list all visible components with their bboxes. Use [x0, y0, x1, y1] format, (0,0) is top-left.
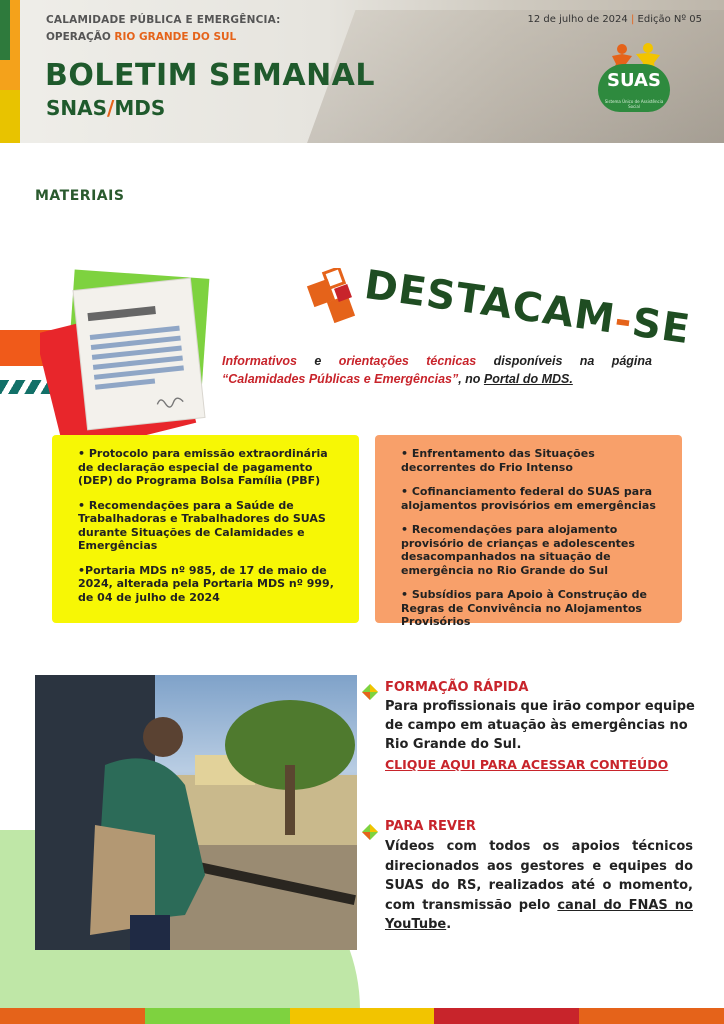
diamond-bullet-icon: [362, 824, 378, 840]
dateline-separator: |: [630, 14, 635, 25]
footer-color-strip: [0, 1008, 724, 1024]
subtitle-separator: /: [107, 96, 115, 120]
kicker-line-1: CALAMIDADE PÚBLICA E EMERGÊNCIA:: [46, 14, 281, 26]
intro-orientacoes: orientações técnicas: [338, 354, 477, 368]
page-subtitle: [46, 96, 165, 120]
intro-disponiveis: disponíveis na página: [476, 354, 652, 368]
se-word: SE: [629, 299, 694, 354]
edition-number: Edição Nº 05: [637, 14, 702, 25]
para-rever-title: PARA REVER: [385, 819, 476, 834]
material-item[interactable]: • Protocolo para emissão extraordinária de declaração especial de pagamento (DEP) do Programa Bolsa Família (PBF): [78, 447, 328, 487]
intro-page-name: “Calamidades Públicas e Emergências”: [222, 372, 459, 386]
materials-box-orange: [375, 435, 682, 628]
footer-stripe-yellow: [290, 1008, 435, 1024]
intro-informativos: Informativos: [222, 354, 298, 368]
portal-mds-link[interactable]: Portal do MDS.: [483, 372, 573, 386]
material-item[interactable]: • Subsídios para Apoio à Construção de Regras de Convivência no Alojamentos Provisórios: [401, 588, 647, 628]
destacam-heading: [362, 262, 694, 353]
formacao-rapida-body: Para profissionais que irão compor equipe de campo em atuação às emergências no Rio Grande do Sul.: [385, 699, 695, 752]
materials-box-yellow: [52, 435, 359, 623]
kicker-prefix: OPERAÇÃO: [46, 31, 115, 43]
fnas-youtube-link[interactable]: canal do FNAS no YouTube: [385, 897, 693, 932]
footer-stripe-red: [434, 1008, 579, 1024]
material-item[interactable]: • Recomendações para a Saúde de Trabalhadoras e Trabalhadores do SUAS durante Situações de Calamidades e Emergências: [78, 498, 326, 552]
para-rever-text: Vídeos com todos os apoios técnicos direcionados aos gestores e equipes do SUAS do RS, realizados até o momento, com transmissão pelo: [385, 839, 693, 913]
material-item[interactable]: •Portaria MDS nº 985, de 17 de maio de 2024, alterada pela Portaria MDS nº 999, de 04 de julho de 2024: [78, 563, 334, 604]
field-photo: [35, 675, 357, 950]
intro-paragraph: [222, 352, 652, 388]
subtitle-snas: SNAS: [46, 96, 108, 120]
footer-stripe-green: [145, 1008, 290, 1024]
kicker-highlight: RIO GRANDE DO SUL: [114, 31, 237, 43]
section-label: MATERIAIS: [35, 188, 125, 204]
diamond-bullet-icon: [362, 684, 378, 700]
intro-e: e: [297, 354, 339, 368]
dateline: [528, 14, 702, 25]
access-content-link[interactable]: CLIQUE AQUI PARA ACESSAR CONTEÚDO: [385, 757, 669, 772]
destacam-dash: -: [611, 297, 636, 346]
document-icon: [40, 268, 220, 448]
material-item[interactable]: • Enfrentamento das Situações decorrentes do Frio Intenso: [401, 447, 595, 474]
para-rever-body: [385, 837, 693, 935]
destacam-word: DESTACAM: [361, 262, 619, 343]
material-item[interactable]: • Recomendações para alojamento provisório de crianças e adolescentes desacompanhados na situação de emergência no Rio Grande do Sul: [401, 523, 635, 577]
squares-icon: [306, 268, 362, 326]
kicker-line-2: [46, 31, 236, 43]
intro-no: , no: [458, 372, 484, 386]
material-item[interactable]: • Cofinanciamento federal do SUAS para alojamentos provisórios em emergências: [401, 485, 656, 512]
footer-stripe-orange-2: [579, 1008, 724, 1024]
formacao-rapida-title: FORMAÇÃO RÁPIDA: [385, 680, 529, 695]
subtitle-mds: MDS: [114, 96, 166, 120]
header-stripe-green: [0, 0, 10, 60]
suas-logo: [598, 42, 674, 114]
header-stripe-yellow: [0, 90, 20, 143]
page-title: BOLETIM SEMANAL: [45, 58, 376, 93]
logo-tagline: Sistema Único de Assistência Social: [604, 99, 664, 109]
issue-date: 12 de julho de 2024: [527, 14, 628, 25]
footer-stripe-orange: [0, 1008, 145, 1024]
logo-text: SUAS: [607, 70, 661, 91]
para-rever-end: .: [446, 917, 452, 932]
